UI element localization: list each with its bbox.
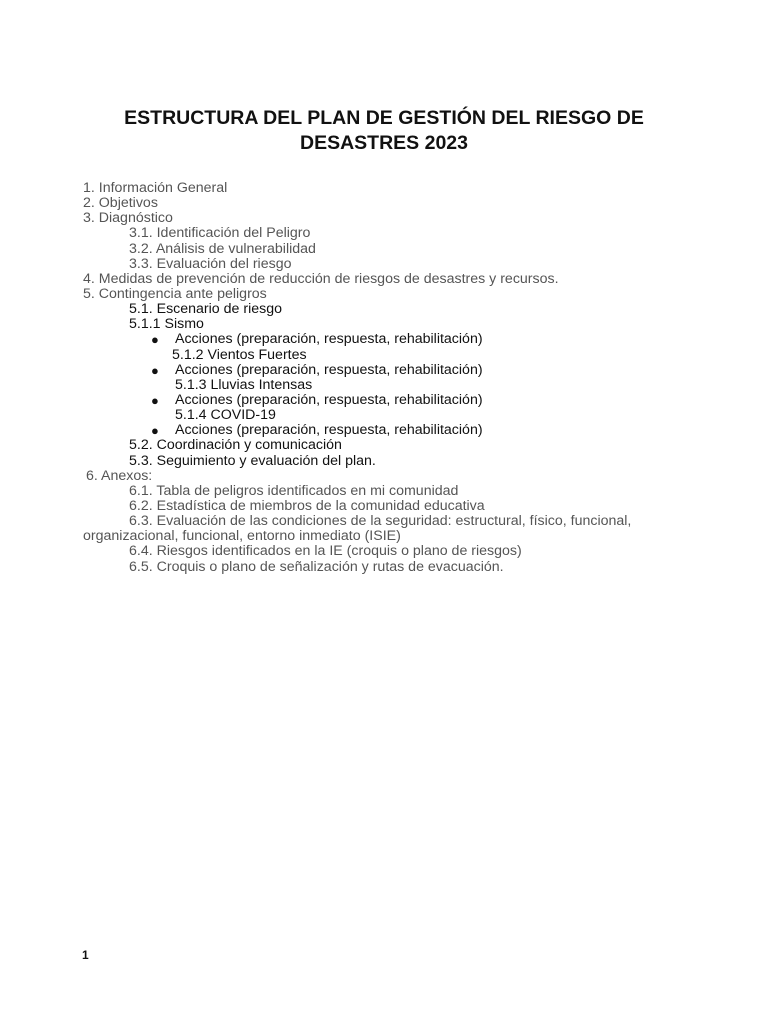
toc-item: 3.3. Evaluación del riesgo — [129, 255, 292, 272]
toc-item: 5.1. Escenario de riesgo — [129, 301, 283, 318]
title-line-2: DESASTRES 2023 — [300, 132, 468, 154]
document-title — [60, 106, 708, 156]
bullet-icon: ● — [151, 423, 159, 439]
toc-bullet-item: ● Acciones (preparación, respuesta, rehabilitación) — [151, 422, 483, 439]
toc-item: 4. Medidas de prevención de reducción de riesgos de desastres y recursos. — [83, 270, 559, 287]
toc-item: 5.1.2 Vientos Fuertes — [172, 346, 307, 363]
table-of-contents — [0, 181, 768, 575]
toc-item: 5.3. Seguimiento y evaluación del plan. — [129, 452, 376, 469]
toc-item: 6.2. Estadística de miembros de la comunidad educativa — [129, 497, 485, 514]
page-number: 1 — [82, 948, 89, 962]
toc-item: 3. Diagnóstico — [83, 210, 173, 227]
toc-bullet-item: ● Acciones (preparación, respuesta, rehabilitación) — [151, 361, 483, 378]
toc-bullet-item: ● Acciones (preparación, respuesta, rehabilitación) — [151, 391, 483, 408]
toc-item: 6.3. Evaluación de las condiciones de la seguridad: estructural, físico, funcional, organizacional, funcional, entorno inmediato (ISIE) — [83, 513, 632, 545]
toc-item: 6.1. Tabla de peligros identificados en mi comunidad — [129, 482, 459, 499]
toc-item: 5. Contingencia ante peligros — [83, 285, 267, 302]
toc-item: 3.1. Identificación del Peligro — [129, 225, 311, 242]
toc-item: 5.1.3 Lluvias Intensas — [175, 376, 313, 393]
bullet-icon: ● — [151, 362, 159, 378]
toc-bullet-item: ● Acciones (preparación, respuesta, rehabilitación) — [151, 331, 483, 348]
toc-item: 1. Información General — [83, 180, 228, 196]
toc-item: 6. Anexos: — [86, 467, 153, 484]
toc-item: 6.4. Riesgos identificados en la IE (croquis o plano de riesgos) — [129, 543, 522, 560]
toc-item: 6.5. Croquis o plano de señalización y rutas de evacuación. — [129, 558, 504, 575]
toc-item: 5.2. Coordinación y comunicación — [129, 437, 342, 454]
title-line-1: ESTRUCTURA DEL PLAN DE GESTIÓN DEL RIESGO DE — [124, 107, 644, 129]
toc-item: 5.1.4 COVID-19 — [175, 407, 276, 424]
bullet-icon: ● — [151, 392, 159, 408]
toc-item: 5.1.1 Sismo — [129, 316, 204, 333]
toc-item: 2. Objetivos — [83, 195, 158, 212]
bullet-icon: ● — [151, 332, 159, 348]
toc-item: 3.2. Análisis de vulnerabilidad — [129, 240, 316, 257]
